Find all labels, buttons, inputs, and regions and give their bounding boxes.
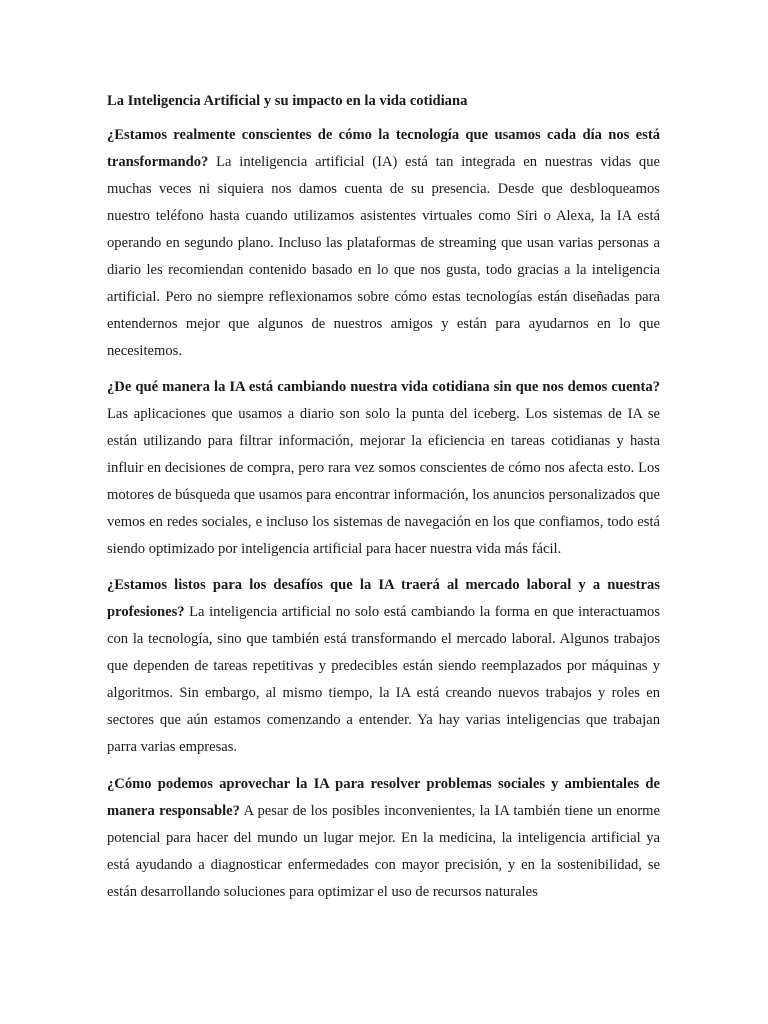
paragraph-text: La inteligencia artificial (IA) está tan integrada en nuestras vidas que muchas veces ni siquiera nos damos cuenta de su presencia. Desde que desbloqueamos nuestro teléfono hasta cuando utilizamos asistentes virtuales como Siri o Alexa, la IA está operando en segundo plano. Incluso las plataformas de streaming que usan varias personas a diario les recomiendan contenido basado en lo que nos gusta, todo gracias a la inteligencia artificial. Pero no siempre reflexionamos sobre cómo estas tecnologías están diseñadas para entendernos mejor que algunos de nuestros amigos y están para ayudarnos en lo que necesitemos. <box>107 154 660 359</box>
paragraph-question: ¿Estamos realmente conscientes de cómo la tecnología que usamos cada día nos está transformando? <box>107 127 660 170</box>
paragraph-question: ¿Cómo podemos aprovechar la IA para resolver problemas sociales y ambientales de manera responsable? <box>107 775 660 819</box>
document-body <box>107 89 660 915</box>
paragraph-text: La inteligencia artificial no solo está cambiando la forma en que interactuamos con la tecnología, sino que también está transformando el mercado laboral. Algunos trabajos que dependen de tareas repetitivas y predecibles están siendo reemplazados por máquinas y algoritmos. Sin embargo, al mismo tiempo, la IA está creando nuevos trabajos y roles en sectores que aún estamos comenzando a entender. Ya hay varias inteligencias que trabajan parra varias empresas. <box>107 604 660 756</box>
paragraph-question: ¿Estamos listos para los desafíos que la IA traerá al mercado laboral y a nuestras profesiones? <box>107 577 660 621</box>
paragraph <box>107 572 660 761</box>
paragraph-text: A pesar de los posibles inconvenientes, la IA también tiene un enorme potencial para hacer del mundo un lugar mejor. En la medicina, la inteligencia artificial ya está ayudando a diagnosticar enfermedades con mayor precisión, y en la sostenibilidad, se están desarrollando soluciones para optimizar el uso de recursos naturales <box>107 802 660 900</box>
paragraph-text: Las aplicaciones que usamos a diario son solo la punta del iceberg. Los sistemas de IA se están utilizando para filtrar información, mejorar la eficiencia en tareas cotidianas y hasta influir en decisiones de compra, pero rara vez somos conscientes de cómo nos afecta esto. Los motores de búsqueda que usamos para encontrar información, los anuncios personalizados que vemos en redes sociales, e incluso los sistemas de navegación en los que confiamos, todo está siendo optimizado por inteligencia artificial para hacer nuestra vida más fácil. <box>107 406 660 558</box>
paragraph <box>107 122 660 365</box>
paragraph-question: ¿De qué manera la IA está cambiando nuestra vida cotidiana sin que nos demos cuenta? <box>107 379 660 396</box>
paragraph <box>107 374 660 563</box>
paragraph <box>107 771 660 906</box>
document-title: La Inteligencia Artificial y su impacto en la vida cotidiana <box>107 93 468 109</box>
